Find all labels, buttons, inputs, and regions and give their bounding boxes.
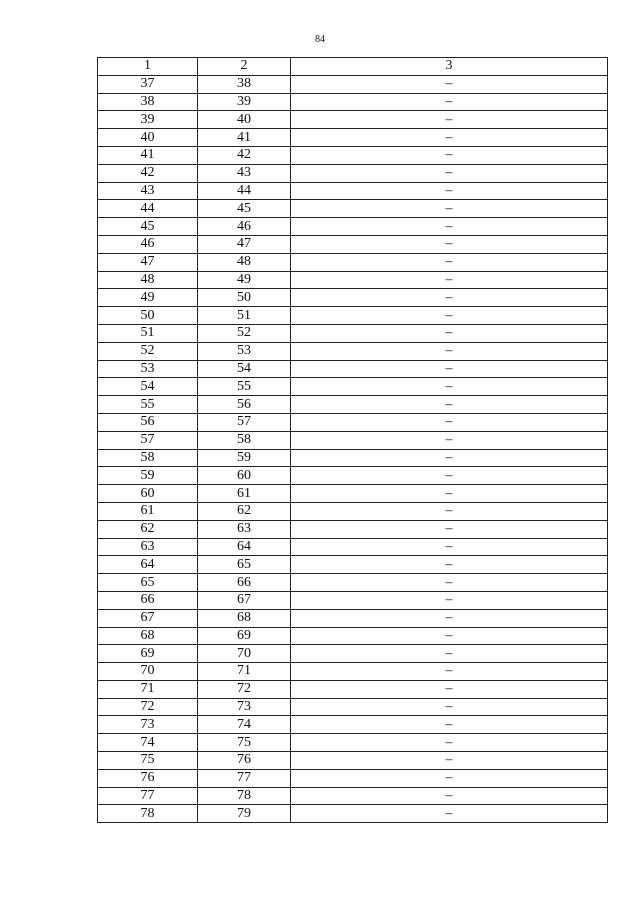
table-cell-col-2: 79: [198, 805, 291, 823]
table-cell-col-3: –: [291, 787, 608, 805]
table-cell-col-3: –: [291, 716, 608, 734]
table-cell-col-1: 78: [98, 805, 198, 823]
table-cell-col-2: 43: [198, 164, 291, 182]
table-cell-col-3: –: [291, 324, 608, 342]
table-cell-col-3: –: [291, 271, 608, 289]
table-cell-col-2: 47: [198, 235, 291, 253]
table-row: [98, 805, 608, 823]
table-cell-col-1: 47: [98, 253, 198, 271]
table-cell-col-3: –: [291, 698, 608, 716]
table-row: [98, 449, 608, 467]
table-cell-col-3: –: [291, 396, 608, 414]
table-cell-col-2: 57: [198, 413, 291, 431]
table-cell-col-1: 72: [98, 698, 198, 716]
table-row: [98, 645, 608, 663]
table-cell-col-3: –: [291, 680, 608, 698]
table-cell-col-2: 75: [198, 734, 291, 752]
table-cell-col-1: 56: [98, 413, 198, 431]
table-cell-col-3: –: [291, 449, 608, 467]
table-cell-col-1: 41: [98, 146, 198, 164]
table-body: [98, 75, 608, 822]
table-cell-col-1: 53: [98, 360, 198, 378]
table-cell-col-1: 42: [98, 164, 198, 182]
table-cell-col-2: 63: [198, 520, 291, 538]
table-cell-col-2: 60: [198, 467, 291, 485]
table-row: [98, 289, 608, 307]
table-row: [98, 93, 608, 111]
table-row: [98, 787, 608, 805]
table-cell-col-2: 67: [198, 591, 291, 609]
table-cell-col-3: –: [291, 663, 608, 681]
table-header-row: [98, 58, 608, 76]
table-row: [98, 200, 608, 218]
table-cell-col-2: 62: [198, 502, 291, 520]
table-cell-col-2: 73: [198, 698, 291, 716]
table-cell-col-3: –: [291, 734, 608, 752]
table-cell-col-1: 68: [98, 627, 198, 645]
table-cell-col-3: –: [291, 235, 608, 253]
table-cell-col-1: 39: [98, 111, 198, 129]
table-cell-col-1: 65: [98, 574, 198, 592]
table-cell-col-3: –: [291, 253, 608, 271]
table-row: [98, 164, 608, 182]
table-cell-col-1: 44: [98, 200, 198, 218]
table-cell-col-2: 44: [198, 182, 291, 200]
table-row: [98, 218, 608, 236]
table-row: [98, 324, 608, 342]
table-cell-col-2: 76: [198, 752, 291, 770]
table-cell-col-3: –: [291, 431, 608, 449]
table-row: [98, 307, 608, 325]
table-cell-col-3: –: [291, 307, 608, 325]
table-row: [98, 75, 608, 93]
table-cell-col-2: 51: [198, 307, 291, 325]
table-cell-col-1: 66: [98, 591, 198, 609]
table-cell-col-1: 51: [98, 324, 198, 342]
table-cell-col-1: 71: [98, 680, 198, 698]
table-row: [98, 467, 608, 485]
column-header-2: 2: [198, 58, 291, 76]
table-cell-col-1: 55: [98, 396, 198, 414]
table-cell-col-1: 49: [98, 289, 198, 307]
data-table: [97, 57, 608, 823]
table-row: [98, 146, 608, 164]
table-cell-col-3: –: [291, 520, 608, 538]
table-row: [98, 342, 608, 360]
table-row: [98, 698, 608, 716]
table-cell-col-3: –: [291, 485, 608, 503]
table-cell-col-3: –: [291, 218, 608, 236]
table-cell-col-3: –: [291, 129, 608, 147]
table-cell-col-3: –: [291, 752, 608, 770]
table-cell-col-3: –: [291, 342, 608, 360]
table-row: [98, 520, 608, 538]
table-cell-col-2: 41: [198, 129, 291, 147]
table-cell-col-2: 55: [198, 378, 291, 396]
table-cell-col-2: 54: [198, 360, 291, 378]
table-cell-col-3: –: [291, 289, 608, 307]
table-cell-col-2: 68: [198, 609, 291, 627]
table-cell-col-3: –: [291, 805, 608, 823]
table-cell-col-3: –: [291, 111, 608, 129]
table-cell-col-3: –: [291, 538, 608, 556]
table-cell-col-1: 54: [98, 378, 198, 396]
table-row: [98, 574, 608, 592]
table-cell-col-1: 61: [98, 502, 198, 520]
table-cell-col-3: –: [291, 360, 608, 378]
table-cell-col-3: –: [291, 164, 608, 182]
table-cell-col-2: 65: [198, 556, 291, 574]
table-cell-col-3: –: [291, 146, 608, 164]
table-cell-col-3: –: [291, 591, 608, 609]
table-cell-col-2: 64: [198, 538, 291, 556]
table-cell-col-3: –: [291, 93, 608, 111]
table-row: [98, 360, 608, 378]
column-header-3: 3: [291, 58, 608, 76]
table-cell-col-1: 40: [98, 129, 198, 147]
page-number: 84: [315, 34, 325, 45]
table-row: [98, 235, 608, 253]
table-row: [98, 378, 608, 396]
table-cell-col-2: 61: [198, 485, 291, 503]
table-cell-col-3: –: [291, 769, 608, 787]
table-cell-col-1: 37: [98, 75, 198, 93]
table-cell-col-3: –: [291, 75, 608, 93]
table-cell-col-3: –: [291, 182, 608, 200]
table-cell-col-1: 73: [98, 716, 198, 734]
table-cell-col-3: –: [291, 413, 608, 431]
table-cell-col-3: –: [291, 502, 608, 520]
table-row: [98, 485, 608, 503]
table-cell-col-1: 70: [98, 663, 198, 681]
table-cell-col-1: 75: [98, 752, 198, 770]
table-cell-col-2: 49: [198, 271, 291, 289]
table-row: [98, 502, 608, 520]
table-cell-col-3: –: [291, 574, 608, 592]
table-row: [98, 253, 608, 271]
table-cell-col-2: 38: [198, 75, 291, 93]
table-cell-col-1: 38: [98, 93, 198, 111]
table-cell-col-1: 76: [98, 769, 198, 787]
table-cell-col-1: 57: [98, 431, 198, 449]
table-row: [98, 396, 608, 414]
table-row: [98, 111, 608, 129]
table-cell-col-1: 62: [98, 520, 198, 538]
table-cell-col-1: 46: [98, 235, 198, 253]
table-cell-col-3: –: [291, 556, 608, 574]
table-cell-col-1: 59: [98, 467, 198, 485]
table-cell-col-2: 39: [198, 93, 291, 111]
table-cell-col-2: 56: [198, 396, 291, 414]
table-cell-col-1: 74: [98, 734, 198, 752]
table-cell-col-1: 69: [98, 645, 198, 663]
table-cell-col-2: 50: [198, 289, 291, 307]
table-row: [98, 627, 608, 645]
table-cell-col-2: 52: [198, 324, 291, 342]
table-cell-col-2: 40: [198, 111, 291, 129]
table-row: [98, 413, 608, 431]
table-cell-col-2: 70: [198, 645, 291, 663]
table-row: [98, 556, 608, 574]
table-row: [98, 431, 608, 449]
table-row: [98, 716, 608, 734]
table-cell-col-2: 53: [198, 342, 291, 360]
table-row: [98, 538, 608, 556]
table-cell-col-2: 77: [198, 769, 291, 787]
table-cell-col-3: –: [291, 467, 608, 485]
table-cell-col-2: 58: [198, 431, 291, 449]
table-cell-col-1: 52: [98, 342, 198, 360]
table-cell-col-1: 67: [98, 609, 198, 627]
table-cell-col-2: 78: [198, 787, 291, 805]
table-cell-col-3: –: [291, 627, 608, 645]
table-row: [98, 752, 608, 770]
table-cell-col-2: 59: [198, 449, 291, 467]
table-cell-col-2: 48: [198, 253, 291, 271]
table-cell-col-1: 58: [98, 449, 198, 467]
table-cell-col-2: 74: [198, 716, 291, 734]
table-row: [98, 769, 608, 787]
table-cell-col-3: –: [291, 609, 608, 627]
table-row: [98, 609, 608, 627]
table-cell-col-1: 43: [98, 182, 198, 200]
table-cell-col-3: –: [291, 378, 608, 396]
table-cell-col-1: 77: [98, 787, 198, 805]
column-header-1: 1: [98, 58, 198, 76]
table-cell-col-1: 48: [98, 271, 198, 289]
table-header: [98, 58, 608, 76]
table-cell-col-1: 50: [98, 307, 198, 325]
table-row: [98, 182, 608, 200]
table-row: [98, 271, 608, 289]
table-cell-col-2: 71: [198, 663, 291, 681]
table-row: [98, 680, 608, 698]
table-cell-col-3: –: [291, 200, 608, 218]
table-cell-col-2: 66: [198, 574, 291, 592]
table-cell-col-2: 45: [198, 200, 291, 218]
table-cell-col-1: 45: [98, 218, 198, 236]
table-row: [98, 591, 608, 609]
table-cell-col-2: 72: [198, 680, 291, 698]
table-cell-col-1: 64: [98, 556, 198, 574]
table-cell-col-1: 60: [98, 485, 198, 503]
table-cell-col-1: 63: [98, 538, 198, 556]
table-cell-col-2: 42: [198, 146, 291, 164]
table-cell-col-2: 69: [198, 627, 291, 645]
table-row: [98, 734, 608, 752]
table-row: [98, 129, 608, 147]
table-cell-col-2: 46: [198, 218, 291, 236]
table-row: [98, 663, 608, 681]
table-cell-col-3: –: [291, 645, 608, 663]
